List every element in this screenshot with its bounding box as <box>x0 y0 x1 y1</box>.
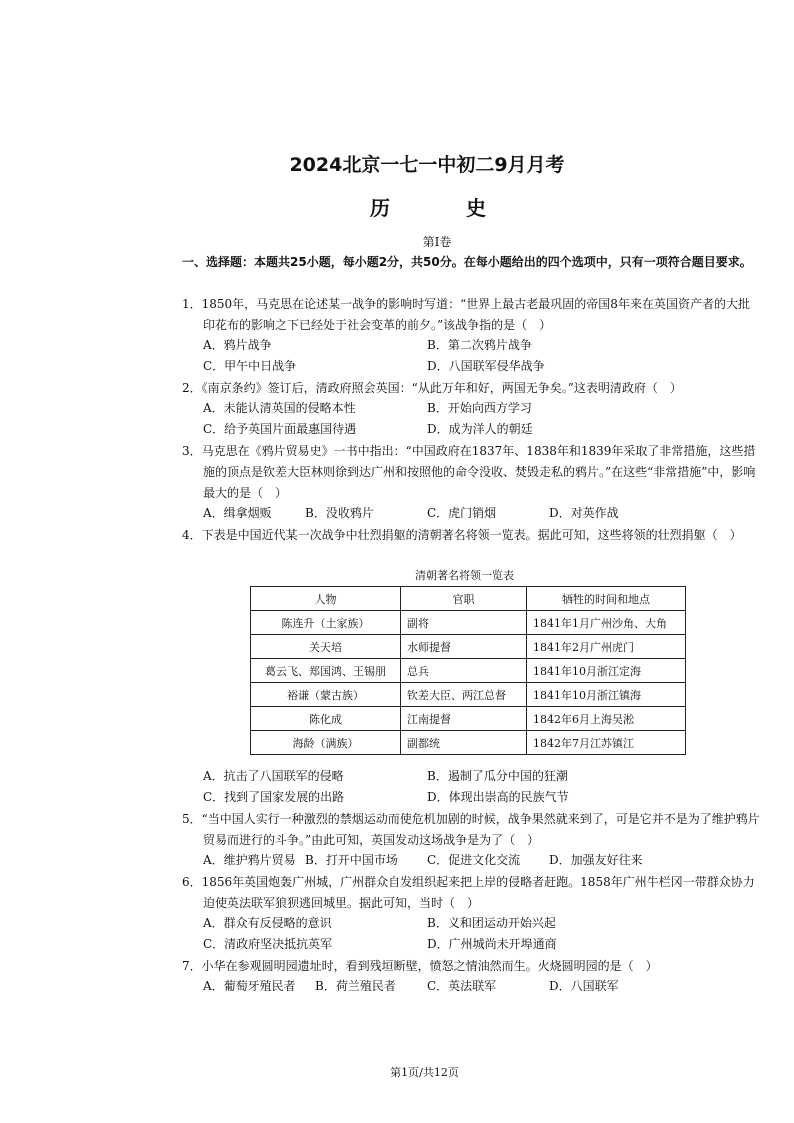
table-cell: 副都统 <box>401 731 527 755</box>
part-label: 第I卷 <box>422 235 452 249</box>
table-cell: 陈连升（土家族） <box>251 611 401 635</box>
table-cell: 1841年1月广州沙角、大角 <box>527 611 686 635</box>
question-1-stem: 1．1850年，马克思在论述某一战争的影响时写道：“世界上最古老最巩固的帝国8年来在英国资产者的大批印花布的影响之下已经处于社会变革的前夕。”该战争指的是（ ） <box>182 297 750 332</box>
q7-option-d: D．八国联军 <box>549 979 619 993</box>
question-5-stem: 5．“当中国人实行一种激烈的禁烟运动而使危机加剧的时候，战争果然就来到了，可是它并不是为了维护鸦片贸易而进行的斗争。”由此可知，英国发动这场战争是为了（ ） <box>182 812 760 847</box>
table-header-cell: 官职 <box>401 587 527 611</box>
q6-option-b: B．义和团运动开始兴起 <box>427 916 556 930</box>
q6-option-c: C．清政府坚决抵抗英军 <box>203 937 333 951</box>
q3-option-d: D．对英作战 <box>549 506 619 520</box>
table-header-cell: 人物 <box>251 587 401 611</box>
table-row <box>251 635 686 659</box>
q2-option-c: C．给予英国片面最惠国待遇 <box>203 422 357 436</box>
table-row <box>251 731 686 755</box>
q3-option-a: A．缉拿烟贩 <box>203 506 272 520</box>
table-cell: 1841年2月广州虎门 <box>527 635 686 659</box>
q2-option-d: D．成为洋人的朝廷 <box>427 422 533 436</box>
question-3-stem: 3．马克思在《鸦片贸易史》一书中指出：“中国政府在1837年、1838年和1839年采取了非常措施，这些措施的顶点是钦差大臣林则徐到达广州和按照他的命令没收、焚毁走私的鸦片。”在这些“非常措施”中，影响最大的是（ ） <box>182 444 756 500</box>
table-cell: 葛云飞、郑国鸿、王锡朋 <box>251 659 401 683</box>
q4-option-a: A．抗击了八国联军的侵略 <box>203 769 344 783</box>
table-cell: 1842年6月上海吴淞 <box>527 707 686 731</box>
table-row <box>251 683 686 707</box>
table-cell: 江南提督 <box>401 707 527 731</box>
q7-option-a: A．葡萄牙殖民者 <box>203 979 296 993</box>
table-cell: 钦差大臣、两江总督 <box>401 683 527 707</box>
question-6-stem: 6．1856年英国炮轰广州城，广州群众自发组织起来把上岸的侵略者赶跑。1858年广州牛栏冈一带群众协力迫使英法联军狼狈逃回城里。据此可知，当时（ ） <box>182 875 755 910</box>
table-cell: 1842年7月江苏镇江 <box>527 731 686 755</box>
table-row <box>251 611 686 635</box>
question-4-stem: 4．下表是中国近代某一次战争中壮烈捐躯的清朝著名将领一览表。据此可知，这些将领的壮烈捐躯（ ） <box>182 528 742 542</box>
question-7-stem: 7．小华在参观圆明园遗址时，看到残垣断壁，愤怒之情油然而生。火烧圆明园的是（ ） <box>182 959 658 973</box>
q2-option-a: A．未能认清英国的侵略本性 <box>203 401 356 415</box>
q3-option-b: B．没收鸦片 <box>305 506 374 520</box>
table-row <box>251 659 686 683</box>
q1-option-c: C．甲午中日战争 <box>203 359 297 373</box>
q1-option-a: A．鸦片战争 <box>203 338 272 352</box>
q4-option-d: D．体现出崇高的民族气节 <box>427 790 569 804</box>
q4-option-c: C．找到了国家发展的出路 <box>203 790 345 804</box>
q4-option-b: B．遏制了瓜分中国的狂潮 <box>427 769 568 783</box>
q2-option-b: B．开始向西方学习 <box>427 401 532 415</box>
section-instructions: 一、选择题：本题共25小题，每小题2分，共50分。在每小题给出的四个选项中，只有一项符合题目要求。 <box>182 255 752 269</box>
q5-option-b: B．打开中国市场 <box>305 853 398 867</box>
table-cell: 关天培 <box>251 635 401 659</box>
table-cell: 裕谦（蒙古族） <box>251 683 401 707</box>
q1-option-d: D．八国联军侵华战争 <box>427 359 545 373</box>
subject-title: 历 史 <box>370 196 514 220</box>
table-caption: 清朝著名将领一览表 <box>415 569 514 582</box>
exam-title: 2024北京一七一中初二9月月考 <box>289 154 565 176</box>
table-header-cell: 牺牲的时间和地点 <box>527 587 686 611</box>
page-number: 第1页/共12页 <box>390 1066 459 1079</box>
table-cell: 1841年10月浙江镇海 <box>527 683 686 707</box>
table-cell: 陈化成 <box>251 707 401 731</box>
q5-option-c: C．促进文化交流 <box>427 853 521 867</box>
q6-option-d: D．广州城尚未开埠通商 <box>427 937 557 951</box>
q7-option-c: C．英法联军 <box>427 979 497 993</box>
table-cell: 副将 <box>401 611 527 635</box>
table-cell: 1841年10月浙江定海 <box>527 659 686 683</box>
table-row <box>251 707 686 731</box>
q3-option-c: C．虎门销烟 <box>427 506 497 520</box>
generals-table <box>250 586 686 755</box>
q6-option-a: A．群众有反侵略的意识 <box>203 916 332 930</box>
q7-option-b: B．荷兰殖民者 <box>315 979 396 993</box>
q5-option-a: A．维护鸦片贸易 <box>203 853 296 867</box>
q5-option-d: D．加强友好往来 <box>549 853 643 867</box>
question-2-stem: 2．《南京条约》签订后，清政府照会英国：“从此万年和好，两国无争矣。”这表明清政府（ ） <box>182 381 682 395</box>
table-cell: 水师提督 <box>401 635 527 659</box>
table-header-row <box>251 587 686 611</box>
q1-option-b: B．第二次鸦片战争 <box>427 338 532 352</box>
table-cell: 总兵 <box>401 659 527 683</box>
table-cell: 海龄（满族） <box>251 731 401 755</box>
